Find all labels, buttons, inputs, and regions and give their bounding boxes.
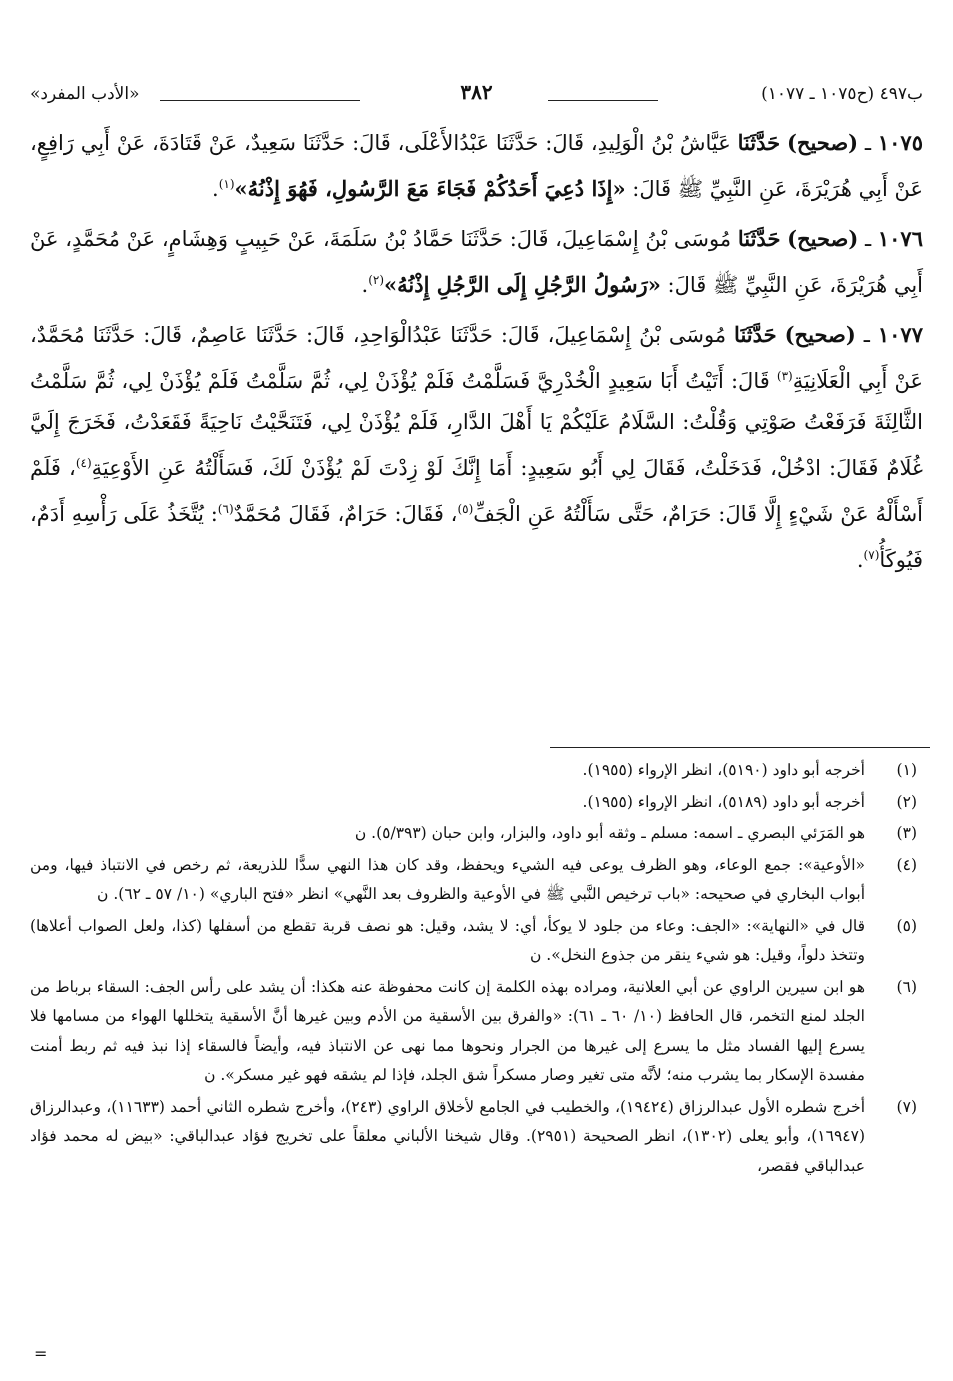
hadith-text-part: : يُتَّخَذُ عَلَى رَأْسِهِ أَدَمٌ، فَيُوكَأُ <box>30 502 923 572</box>
footnote-item <box>30 912 917 971</box>
footnote-item <box>30 1093 917 1182</box>
hadith-text-part: ، فَقَالَ: حَرَامٌ، فَقَالَ مُحَمَّدٌ <box>233 502 458 526</box>
header-rule-right <box>548 100 658 101</box>
hadith-isnad: عَيَّاشُ بْنُ الْوَلِيدِ، قَالَ: حَدَّثَنَا عَبْدُالأَعْلَى، قَالَ: حَدَّثَنَا سَعِيدٌ، عَنْ قَتَادَةَ، عَنْ أَبِي رَافِعٍ، عَنْ أَبِي هُرَيْرَةَ، عَنِ النَّبِيِّ ﷺ قَالَ: <box>30 131 923 201</box>
hadith-grade: (صحيح) <box>784 322 856 347</box>
footnote-item <box>30 788 917 818</box>
footnote-ref[interactable]: (٤) <box>75 456 92 470</box>
footnote-text: أخرجه أبو داود (٥١٨٩)، انظر الإرواء (١٩٥٥). <box>582 792 865 811</box>
page-number: ٣٨٢ <box>460 80 493 104</box>
footnote-number: (٥) <box>896 916 917 935</box>
hadith-end: . <box>212 177 219 201</box>
footnote-number: (١) <box>896 761 917 779</box>
footnote-ref[interactable]: (٣) <box>776 369 793 383</box>
footnote-number: (٣) <box>896 824 917 842</box>
footnote-item <box>30 851 917 910</box>
footnote-text: قال في «النهاية»: «الجف: وعاء من جلود لا يوكأ، أي: لا يشد، وقيل: هو نصف قربة تقطع من أسفلها (كذا، ولعل الصواب أعلاها) وتتخذ دلواً، وقيل: هو شيء ينقر من جذوع النخل». ن <box>30 916 865 964</box>
hadith-1077: ١٠٧٧ ـ (صحيح) حَدَّثَنَا مُوسَى بْنُ إِسْمَاعِيلَ، قَالَ: حَدَّثَنَا عَبْدُالْوَاحِدِ، قَالَ: حَدَّثَنَا عَاصِمٌ، قَالَ: حَدَّثَنَا مُحَمَّدٌ، عَنْ أَبِي الْعَلَانِيَةِ$^{(٣)}$ قَالَ: أَتَيْتُ أَبَا سَعِيدٍ الْخُدْرِيَّ فَسَلَّمْتُ فَلَمْ يُؤْذَنْ لِي، ثُمَّ سَلَّمْتُ فَلَمْ يُؤْذَنْ لِي، ثُمَّ سَلَّمْتُ الثَّالِثَةَ فَرَفَعْتُ صَوْتِي وَقُلْتُ: السَّلَامُ عَلَيْكُمْ يَا أَهْلَ الدَّارِ، فَلَمْ يُؤْذَنْ لِي، فَتَنَحَّيْتُ نَاحِيَةً فَقَعَدْتُ، فَخَرَجَ إِلَيَّ غُلَامٌ فَقَالَ: ادْخُلْ، فَدَخَلْتُ، فَقَالَ لِي أَبُو سَعِيدٍ: أَمَا إِنَّكَ لَوْ زِدْتَ لَمْ يُؤْذَنْ لَكَ، فَسَأَلْتُهُ عَنِ الأَوْعِيَةِ$^{(٤)}$، فَلَمْ أَسْأَلْهُ عَنْ شَيْءٍ إِلَّا قَالَ: حَرَامٌ، حَتَّى سَأَلْتُهُ عَنِ الْجَفِّ$^{(٥)}$، فَقَالَ: حَرَامٌ، فَقَالَ مُحَمَّدٌ$^{(٦)}$: يُتَّخَذُ عَلَى رَأْسِهِ أَدَمٌ، فَيُوكَأُ$^{(٧)}$. <box>30 322 924 572</box>
footnote-item <box>30 819 917 849</box>
hadith-grade: (صحيح) <box>787 226 859 251</box>
footnote-text: هو المَرَئي البصري ـ اسمه: مسلم ـ وثقه أبو داود، والبزار، وابن حبان (٥/٣٩٣). ن <box>354 824 865 842</box>
hadith-number: ١٠٧٥ <box>877 130 923 155</box>
page-header <box>30 80 923 114</box>
footnote-separator <box>550 747 930 748</box>
hadith-text-part: . <box>856 548 864 572</box>
footnote-number: (٧) <box>896 1097 917 1116</box>
main-text <box>30 122 923 589</box>
footnote-text: أخرج شطره الأول عبدالرزاق (١٩٤٢٤)، والخطيب في الجامع لأخلاق الراوي (٢٤٣)، وأخرج شطره الثاني أحمد (١١٦٣٣)، وعبدالرزاق (١٦٩٤٧)، وأبو يعلى (١٣٠٢)، انظر الصحيحة (٢٩٥١). وقال شيخنا الألباني معلقاً على تخريج فؤاد عبدالباقي: «بيض له محمد فؤاد عبدالباقي فقصر، <box>30 1097 865 1175</box>
footnote-number: (٢) <box>896 792 917 811</box>
haddathana-word: حَدَّثَنَا <box>734 322 777 347</box>
hadith-matn: «رَسُولُ الرَّجُلِ إِلَى الرَّجُلِ إِذْنُهُ» <box>384 272 661 297</box>
footnotes <box>30 756 917 1183</box>
header-reference: ب٤٩٧ (ح١٠٧٥ ـ ١٠٧٧) <box>761 84 923 104</box>
continuation-mark: = <box>34 1344 48 1363</box>
hadith-text-part: قَالَ: أَتَيْتُ أَبَا سَعِيدٍ الْخُدْرِيَّ فَسَلَّمْتُ فَلَمْ يُؤْذَنْ لِي، ثُمَّ سَلَّمْتُ فَلَمْ يُؤْذَنْ لِي، ثُمَّ سَلَّمْتُ الثَّالِثَةَ فَرَفَعْتُ صَوْتِي وَقُلْتُ: السَّلَامُ عَلَيْكُمْ يَا أَهْلَ الدَّارِ، فَلَمْ يُؤْذَنْ لِي، فَتَنَحَّيْتُ نَاحِيَةً فَقَعَدْتُ، فَخَرَجَ إِلَيَّ غُلَامٌ فَقَالَ: ادْخُلْ، فَدَخَلْتُ، فَقَالَ لِي أَبُو سَعِيدٍ: أَمَا إِنَّكَ لَوْ زِدْتَ لَمْ يُؤْذَنْ لَكَ، فَسَأَلْتُهُ عَنِ الأَوْعِيَةِ <box>30 369 924 480</box>
hadith-end: . <box>361 273 369 297</box>
footnote-text: هو ابن سيرين الراوي عن أبي العلانية، ومراده بهذه الكلمة إن كانت محفوظة عنه هكذا: أن يشد على رأس الجف: السقاء برباط من الجلد لمنع التخمر، قال الحافظ (١٠/ ٦٠ ـ ٦١): «والفرق بين الأسقية من الأدم وبين غيرها أنَّ الأسقية يتخللها الهواء من مسامها فلا يسرع إليها الفساد مثل ما يسرع إلى غيرها من الجرار ونحوها مما نهى عن الانتباذ فيه، وأيضاً فالسقاء إذا نبذ فيه ثم ربط أمنت مفسدة الإسكار بما يشرب منه؛ لأنَّه متى تغير وصار مسكراً شق الجلد، فإذا لم يشقه فهو غير مسكر». ن <box>30 977 865 1084</box>
book-title: «الأدب المفرد» <box>30 84 140 104</box>
hadith-matn: «إِذَا دُعِيَ أَحَدُكُمْ فَجَاءَ مَعَ الرَّسُولِ، فَهُوَ إِذْنُهُ» <box>234 176 626 201</box>
footnote-ref[interactable]: (٥) <box>457 502 474 516</box>
hadith-1075: ١٠٧٥ ـ (صحيح) حَدَّثَنَا عَيَّاشُ بْنُ الْوَلِيدِ، قَالَ: حَدَّثَنَا عَبْدُالأَعْلَى، قَالَ: حَدَّثَنَا سَعِيدٌ، عَنْ قَتَادَةَ، عَنْ أَبِي رَافِعٍ، عَنْ أَبِي هُرَيْرَةَ، عَنِ النَّبِيِّ ﷺ قَالَ: «إِذَا دُعِيَ أَحَدُكُمْ فَجَاءَ مَعَ الرَّسُولِ، فَهُوَ إِذْنُهُ»$^{(١)}$. <box>30 130 923 201</box>
hadith-1076: ١٠٧٦ ـ (صحيح) حَدَّثَنَا مُوسَى بْنُ إِسْمَاعِيلَ، قَالَ: حَدَّثَنَا حَمَّادُ بْنُ سَلَمَةَ، عَنْ حَبِيبٍ وَهِشَامٍ، عَنْ مُحَمَّدٍ، عَنْ أَبِي هُرَيْرَةَ، عَنِ النَّبِيِّ ﷺ قَالَ: «رَسُولُ الرَّجُلِ إِلَى الرَّجُلِ إِذْنُهُ»$^{(٢)}$. <box>30 226 923 297</box>
haddathana-word: حَدَّثَنَا <box>737 226 781 251</box>
footnote-item <box>30 973 917 1091</box>
haddathana-word: حَدَّثَنَا <box>737 130 781 155</box>
footnote-text: أخرجه أبو داود (٥١٩٠)، انظر الإرواء (١٩٥٥). <box>582 761 865 779</box>
hadith-number: ١٠٧٧ <box>877 322 923 347</box>
footnote-ref[interactable]: (٧) <box>863 548 880 562</box>
hadith-grade: (صحيح) <box>786 130 859 155</box>
hadith-isnad: مُوسَى بْنُ إِسْمَاعِيلَ، قَالَ: حَدَّثَنَا حَمَّادُ بْنُ سَلَمَةَ، عَنْ حَبِيبٍ وَهِشَامٍ، عَنْ مُحَمَّدٍ، عَنْ أَبِي هُرَيْرَةَ، عَنِ النَّبِيِّ ﷺ قَالَ: <box>30 227 923 297</box>
footnote-text: «الأوعية»: جمع الوعاء، وهو الظرف يوعى فيه الشيء ويحفظ، وقد كان هذا النهي سدًّا للذريعة، ثم رخص في الانتباذ فيها، ومن أبواب البخاري في صحيحه: «باب ترخيص النَّبي ﷺ في الأوعية والظروف بعد النَّهي» انظر «فتح الباري» (١٠/ ٥٧ ـ ٦٢). ن <box>30 855 865 903</box>
footnote-number: (٤) <box>896 855 917 874</box>
footnote-item <box>30 756 917 786</box>
hadith-number: ١٠٧٦ <box>877 226 923 251</box>
header-rule-left <box>160 100 360 101</box>
footnote-ref[interactable]: (٢) <box>368 273 385 287</box>
footnote-ref[interactable]: (٦) <box>217 502 234 516</box>
footnote-number: (٦) <box>896 977 917 996</box>
footnote-ref[interactable]: (١) <box>218 177 235 191</box>
hadith-text-part: ، فَلَمْ أَسْأَلْهُ عَنْ شَيْءٍ إِلَّا قَالَ: حَرَامٌ، حَتَّى سَأَلْتُهُ عَنِ الْجَفِّ <box>30 456 923 526</box>
hadith-text-part: مُوسَى بْنُ إِسْمَاعِيلَ، قَالَ: حَدَّثَنَا عَبْدُالْوَاحِدِ، قَالَ: حَدَّثَنَا عَاصِمٌ، قَالَ: حَدَّثَنَا مُحَمَّدٌ، عَنْ أَبِي الْعَلَانِيَةِ <box>30 323 923 393</box>
